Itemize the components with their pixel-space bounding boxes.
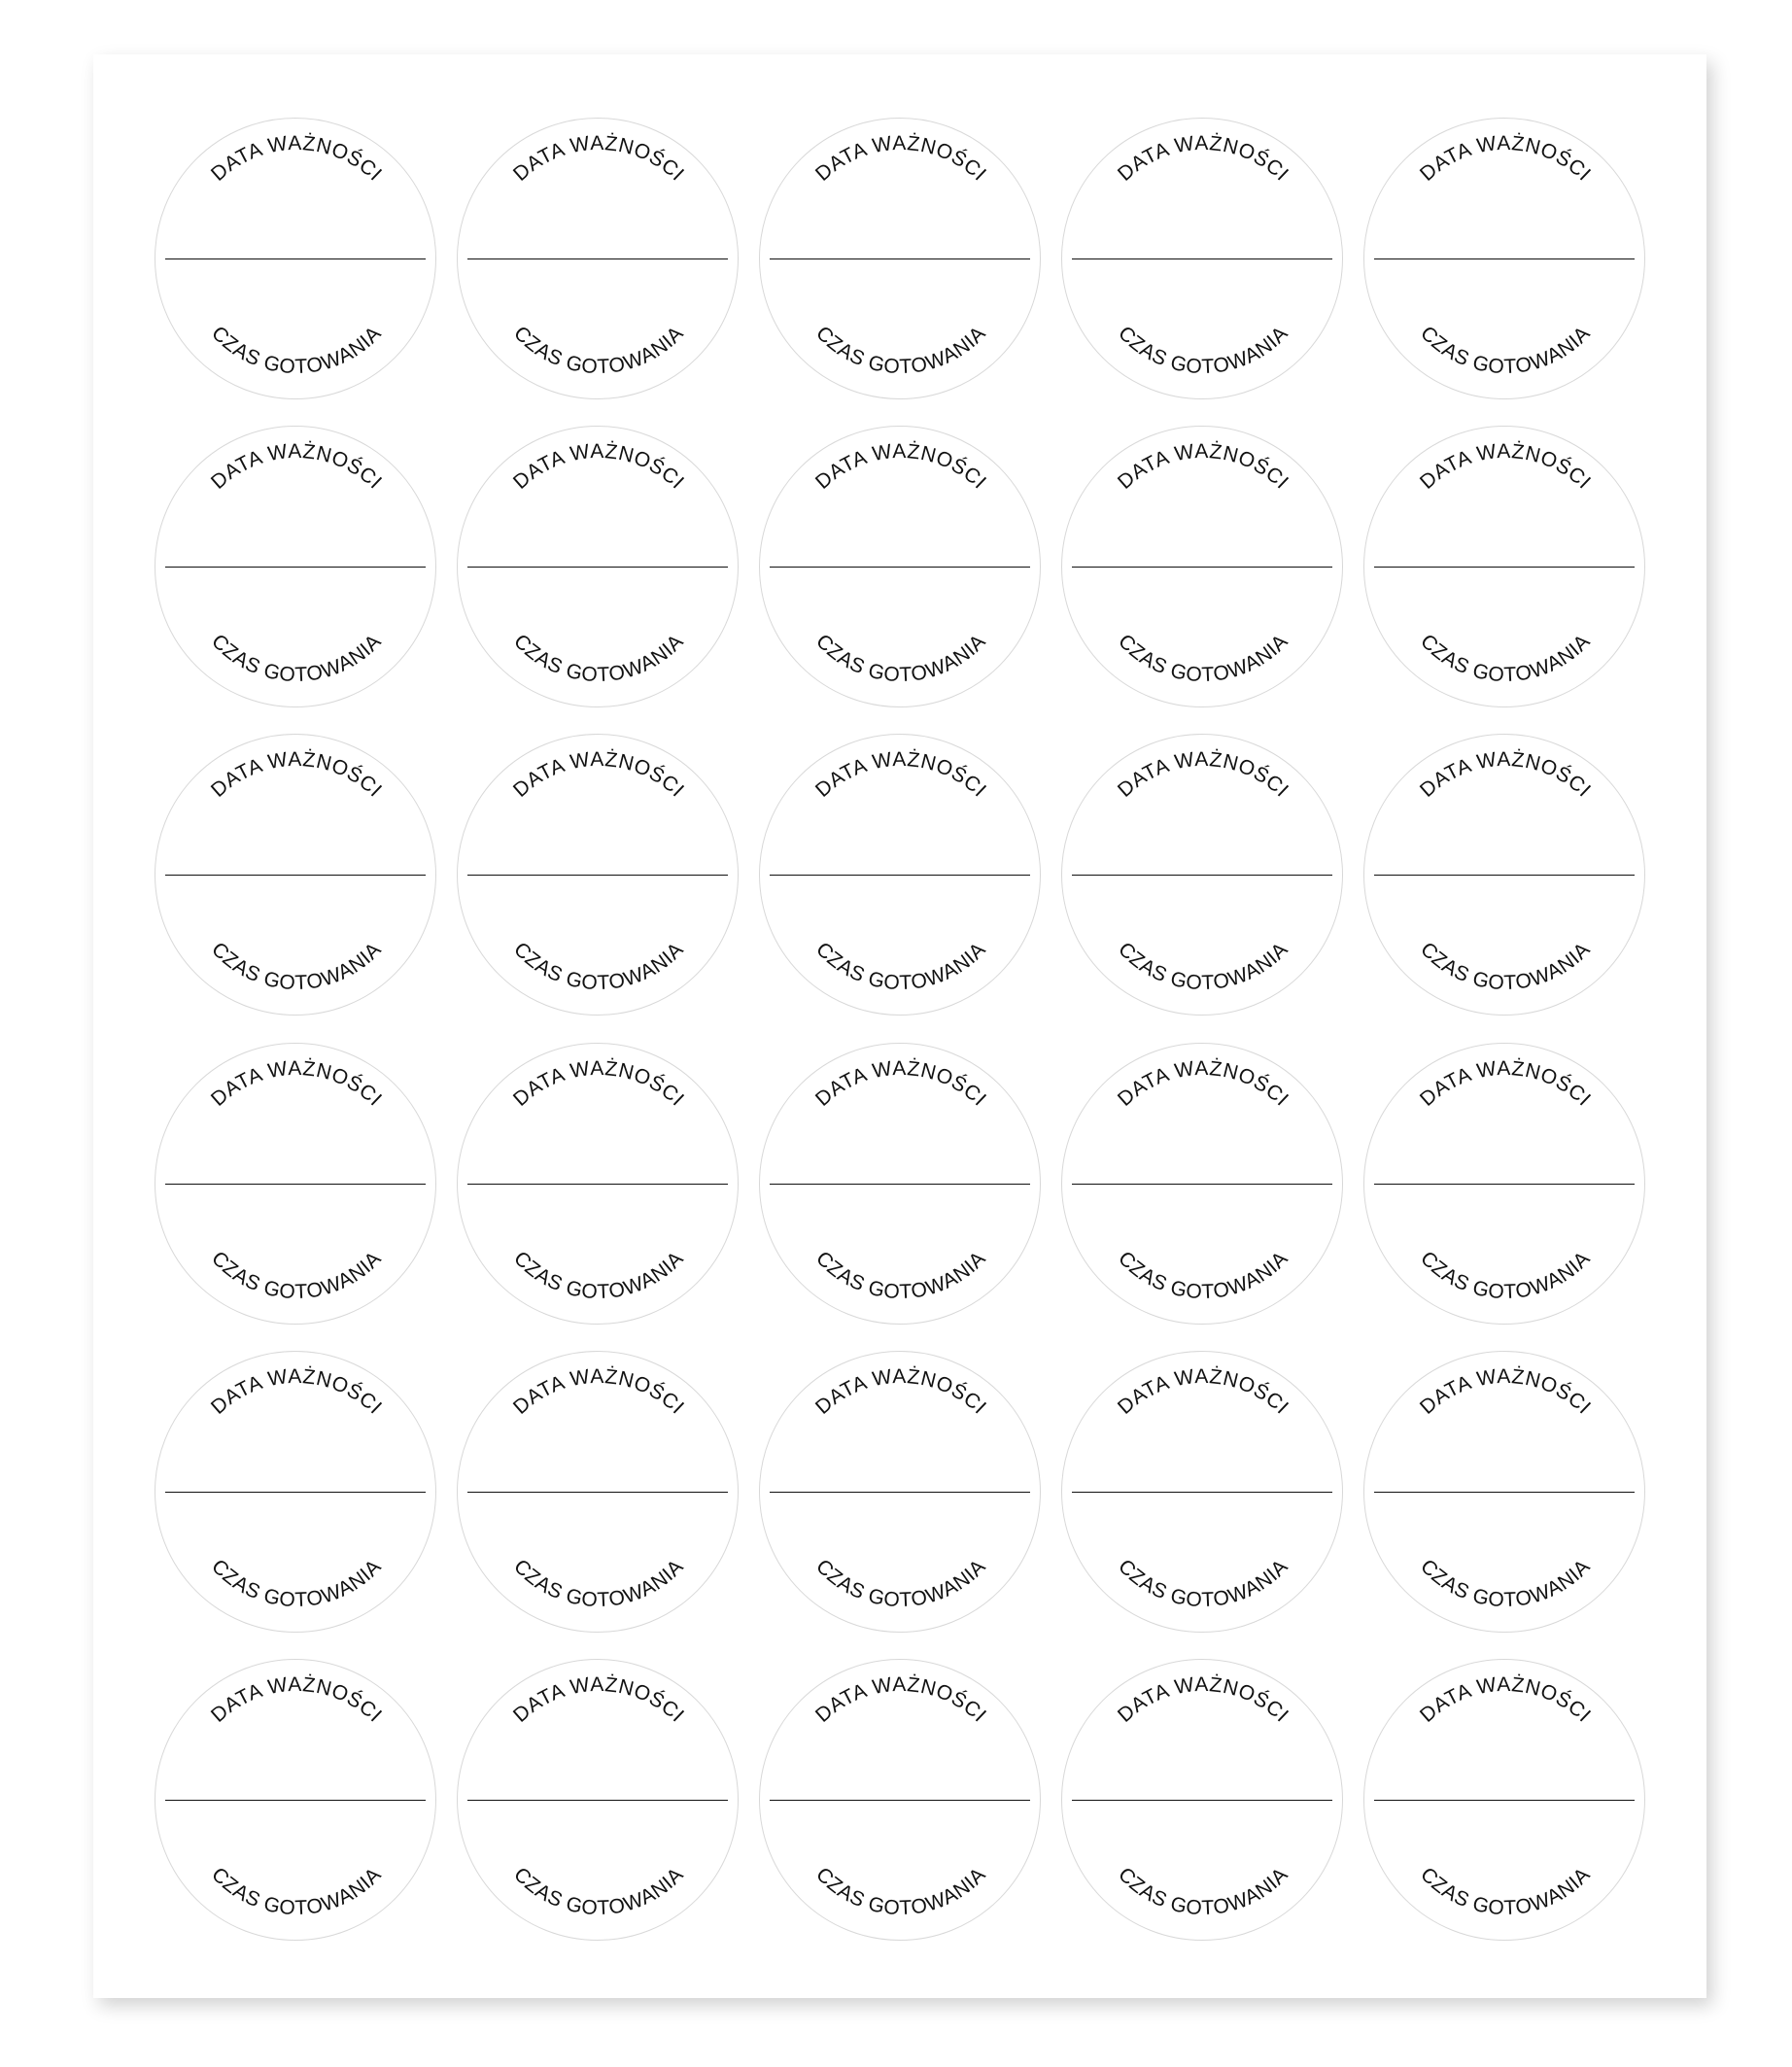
label-curved-text (458, 1660, 740, 1942)
label-top-text: DATA WAŻNOŚCI (810, 439, 991, 494)
label-cell (1360, 111, 1648, 405)
label-grid (152, 111, 1648, 1947)
label-bottom-text: CZAS GOTOWANIA (207, 321, 387, 378)
round-label[interactable] (155, 734, 436, 1016)
label-bottom-text: CZAS GOTOWANIA (509, 1246, 689, 1303)
round-label[interactable] (1363, 1351, 1645, 1633)
round-label[interactable] (457, 1351, 739, 1633)
label-bottom-text: CZAS GOTOWANIA (509, 321, 689, 378)
round-label[interactable] (155, 1659, 436, 1941)
label-write-line (165, 1800, 426, 1801)
label-cell (1360, 728, 1648, 1022)
label-bottom-text: CZAS GOTOWANIA (1415, 938, 1595, 995)
label-cell (756, 111, 1045, 405)
label-bottom-text: CZAS GOTOWANIA (1415, 321, 1595, 378)
label-curved-text (1364, 1044, 1646, 1326)
label-top-text: DATA WAŻNOŚCI (810, 1056, 991, 1111)
label-write-line (1374, 567, 1635, 568)
label-cell (152, 1036, 440, 1330)
label-curved-text (458, 1044, 740, 1326)
label-bottom-text: CZAS GOTOWANIA (207, 1555, 387, 1612)
round-label[interactable] (1363, 1659, 1645, 1941)
label-top-text: DATA WAŻNOŚCI (810, 1673, 991, 1728)
label-curved-text (458, 1352, 740, 1634)
label-write-line (770, 1492, 1030, 1493)
label-top-text: DATA WAŻNOŚCI (207, 748, 387, 803)
label-write-line (165, 875, 426, 876)
label-curved-text (155, 735, 437, 1016)
label-cell (1057, 419, 1346, 713)
label-curved-text (155, 119, 437, 400)
label-cell (1057, 728, 1346, 1022)
label-top-text: DATA WAŻNOŚCI (509, 1364, 689, 1419)
round-label[interactable] (1061, 734, 1343, 1016)
label-curved-text (1062, 735, 1344, 1016)
round-label[interactable] (457, 1659, 739, 1941)
label-curved-text (760, 1660, 1042, 1942)
label-top-text: DATA WAŻNOŚCI (1113, 1056, 1293, 1111)
round-label[interactable] (759, 734, 1041, 1016)
label-curved-text (155, 1044, 437, 1326)
label-write-line (467, 567, 728, 568)
round-label[interactable] (759, 426, 1041, 707)
label-curved-text (760, 1352, 1042, 1634)
label-bottom-text: CZAS GOTOWANIA (811, 1555, 990, 1612)
label-top-text: DATA WAŻNOŚCI (1415, 1364, 1596, 1419)
round-label[interactable] (1061, 426, 1343, 707)
label-top-text: DATA WAŻNOŚCI (509, 131, 689, 186)
label-top-text: DATA WAŻNOŚCI (1113, 439, 1293, 494)
round-label[interactable] (1363, 734, 1645, 1016)
label-bottom-text: CZAS GOTOWANIA (811, 630, 990, 687)
round-label[interactable] (457, 426, 739, 707)
label-top-text: DATA WAŻNOŚCI (207, 1673, 387, 1728)
label-curved-text (760, 427, 1042, 708)
label-top-text: DATA WAŻNOŚCI (810, 131, 991, 186)
label-bottom-text: CZAS GOTOWANIA (811, 938, 990, 995)
label-bottom-text: CZAS GOTOWANIA (1415, 630, 1595, 687)
round-label[interactable] (457, 734, 739, 1016)
round-label[interactable] (759, 1351, 1041, 1633)
label-curved-text (1062, 119, 1344, 400)
label-top-text: DATA WAŻNOŚCI (1113, 748, 1293, 803)
label-write-line (467, 1492, 728, 1493)
label-write-line (1374, 1492, 1635, 1493)
round-label[interactable] (457, 118, 739, 399)
label-bottom-text: CZAS GOTOWANIA (509, 1555, 689, 1612)
label-cell (152, 419, 440, 713)
label-write-line (770, 1800, 1030, 1801)
label-top-text: DATA WAŻNOŚCI (1113, 131, 1293, 186)
label-write-line (467, 1184, 728, 1185)
label-curved-text (760, 735, 1042, 1016)
label-cell (756, 728, 1045, 1022)
label-write-line (1072, 258, 1332, 259)
label-cell (1360, 1036, 1648, 1330)
label-curved-text (1364, 427, 1646, 708)
label-cell (1360, 1344, 1648, 1638)
round-label[interactable] (155, 1351, 436, 1633)
round-label[interactable] (1061, 118, 1343, 399)
label-top-text: DATA WAŻNOŚCI (509, 439, 689, 494)
label-bottom-text: CZAS GOTOWANIA (1113, 938, 1292, 995)
label-cell (454, 1344, 742, 1638)
label-write-line (1072, 1184, 1332, 1185)
label-bottom-text: CZAS GOTOWANIA (509, 938, 689, 995)
label-sheet (93, 54, 1706, 1998)
label-write-line (1072, 1492, 1332, 1493)
label-bottom-text: CZAS GOTOWANIA (1113, 1555, 1292, 1612)
label-top-text: DATA WAŻNOŚCI (207, 1056, 387, 1111)
round-label[interactable] (1061, 1043, 1343, 1325)
round-label[interactable] (155, 426, 436, 707)
label-cell (152, 728, 440, 1022)
label-cell (756, 1036, 1045, 1330)
label-top-text: DATA WAŻNOŚCI (509, 1673, 689, 1728)
label-top-text: DATA WAŻNOŚCI (810, 748, 991, 803)
label-curved-text (458, 119, 740, 400)
label-curved-text (458, 427, 740, 708)
round-label[interactable] (759, 1043, 1041, 1325)
label-write-line (1072, 875, 1332, 876)
label-curved-text (760, 1044, 1042, 1326)
label-curved-text (1364, 1660, 1646, 1942)
label-top-text: DATA WAŻNOŚCI (1415, 131, 1596, 186)
label-write-line (1072, 1800, 1332, 1801)
label-curved-text (1062, 427, 1344, 708)
round-label[interactable] (155, 1043, 436, 1325)
label-write-line (1374, 875, 1635, 876)
label-bottom-text: CZAS GOTOWANIA (1113, 321, 1292, 378)
round-label[interactable] (759, 1659, 1041, 1941)
label-bottom-text: CZAS GOTOWANIA (207, 1246, 387, 1303)
label-write-line (165, 258, 426, 259)
label-curved-text (458, 735, 740, 1016)
label-cell (454, 111, 742, 405)
label-bottom-text: CZAS GOTOWANIA (207, 1863, 387, 1920)
label-bottom-text: CZAS GOTOWANIA (1415, 1555, 1595, 1612)
label-cell (454, 728, 742, 1022)
label-write-line (467, 875, 728, 876)
label-cell (152, 111, 440, 405)
label-bottom-text: CZAS GOTOWANIA (509, 1863, 689, 1920)
label-write-line (1374, 1800, 1635, 1801)
label-write-line (165, 1184, 426, 1185)
label-curved-text (1364, 119, 1646, 400)
round-label[interactable] (1061, 1659, 1343, 1941)
label-curved-text (1364, 1352, 1646, 1634)
label-curved-text (1364, 735, 1646, 1016)
label-curved-text (1062, 1044, 1344, 1326)
label-cell (1057, 111, 1346, 405)
label-cell (1360, 1653, 1648, 1947)
label-write-line (770, 1184, 1030, 1185)
round-label[interactable] (1363, 118, 1645, 399)
label-write-line (165, 567, 426, 568)
label-write-line (770, 567, 1030, 568)
label-top-text: DATA WAŻNOŚCI (1415, 1056, 1596, 1111)
label-top-text: DATA WAŻNOŚCI (1113, 1673, 1293, 1728)
label-top-text: DATA WAŻNOŚCI (810, 1364, 991, 1419)
label-cell (1360, 419, 1648, 713)
label-bottom-text: CZAS GOTOWANIA (811, 1863, 990, 1920)
label-write-line (770, 875, 1030, 876)
round-label[interactable] (1061, 1351, 1343, 1633)
round-label[interactable] (155, 118, 436, 399)
label-top-text: DATA WAŻNOŚCI (1113, 1364, 1293, 1419)
label-bottom-text: CZAS GOTOWANIA (1415, 1863, 1595, 1920)
label-curved-text (1062, 1660, 1344, 1942)
label-cell (756, 1344, 1045, 1638)
label-cell (454, 419, 742, 713)
label-cell (756, 1653, 1045, 1947)
label-bottom-text: CZAS GOTOWANIA (811, 321, 990, 378)
label-curved-text (1062, 1352, 1344, 1634)
label-top-text: DATA WAŻNOŚCI (1415, 1673, 1596, 1728)
label-top-text: DATA WAŻNOŚCI (509, 748, 689, 803)
label-bottom-text: CZAS GOTOWANIA (509, 630, 689, 687)
label-cell (1057, 1344, 1346, 1638)
label-top-text: DATA WAŻNOŚCI (1415, 439, 1596, 494)
label-top-text: DATA WAŻNOŚCI (509, 1056, 689, 1111)
round-label[interactable] (1363, 1043, 1645, 1325)
round-label[interactable] (457, 1043, 739, 1325)
round-label[interactable] (1363, 426, 1645, 707)
label-curved-text (155, 427, 437, 708)
label-write-line (467, 258, 728, 259)
round-label[interactable] (759, 118, 1041, 399)
label-cell (1057, 1036, 1346, 1330)
label-bottom-text: CZAS GOTOWANIA (207, 630, 387, 687)
label-top-text: DATA WAŻNOŚCI (207, 439, 387, 494)
label-top-text: DATA WAŻNOŚCI (207, 131, 387, 186)
label-cell (1057, 1653, 1346, 1947)
label-curved-text (155, 1352, 437, 1634)
label-top-text: DATA WAŻNOŚCI (207, 1364, 387, 1419)
label-curved-text (760, 119, 1042, 400)
label-bottom-text: CZAS GOTOWANIA (811, 1246, 990, 1303)
label-top-text: DATA WAŻNOŚCI (1415, 748, 1596, 803)
label-bottom-text: CZAS GOTOWANIA (1113, 1863, 1292, 1920)
label-cell (152, 1344, 440, 1638)
label-bottom-text: CZAS GOTOWANIA (1113, 1246, 1292, 1303)
label-write-line (1374, 1184, 1635, 1185)
label-write-line (1072, 567, 1332, 568)
label-cell (756, 419, 1045, 713)
label-write-line (1374, 258, 1635, 259)
label-curved-text (155, 1660, 437, 1942)
label-bottom-text: CZAS GOTOWANIA (207, 938, 387, 995)
label-cell (454, 1653, 742, 1947)
label-cell (454, 1036, 742, 1330)
label-bottom-text: CZAS GOTOWANIA (1113, 630, 1292, 687)
label-cell (152, 1653, 440, 1947)
label-write-line (770, 258, 1030, 259)
label-bottom-text: CZAS GOTOWANIA (1415, 1246, 1595, 1303)
label-write-line (165, 1492, 426, 1493)
label-write-line (467, 1800, 728, 1801)
